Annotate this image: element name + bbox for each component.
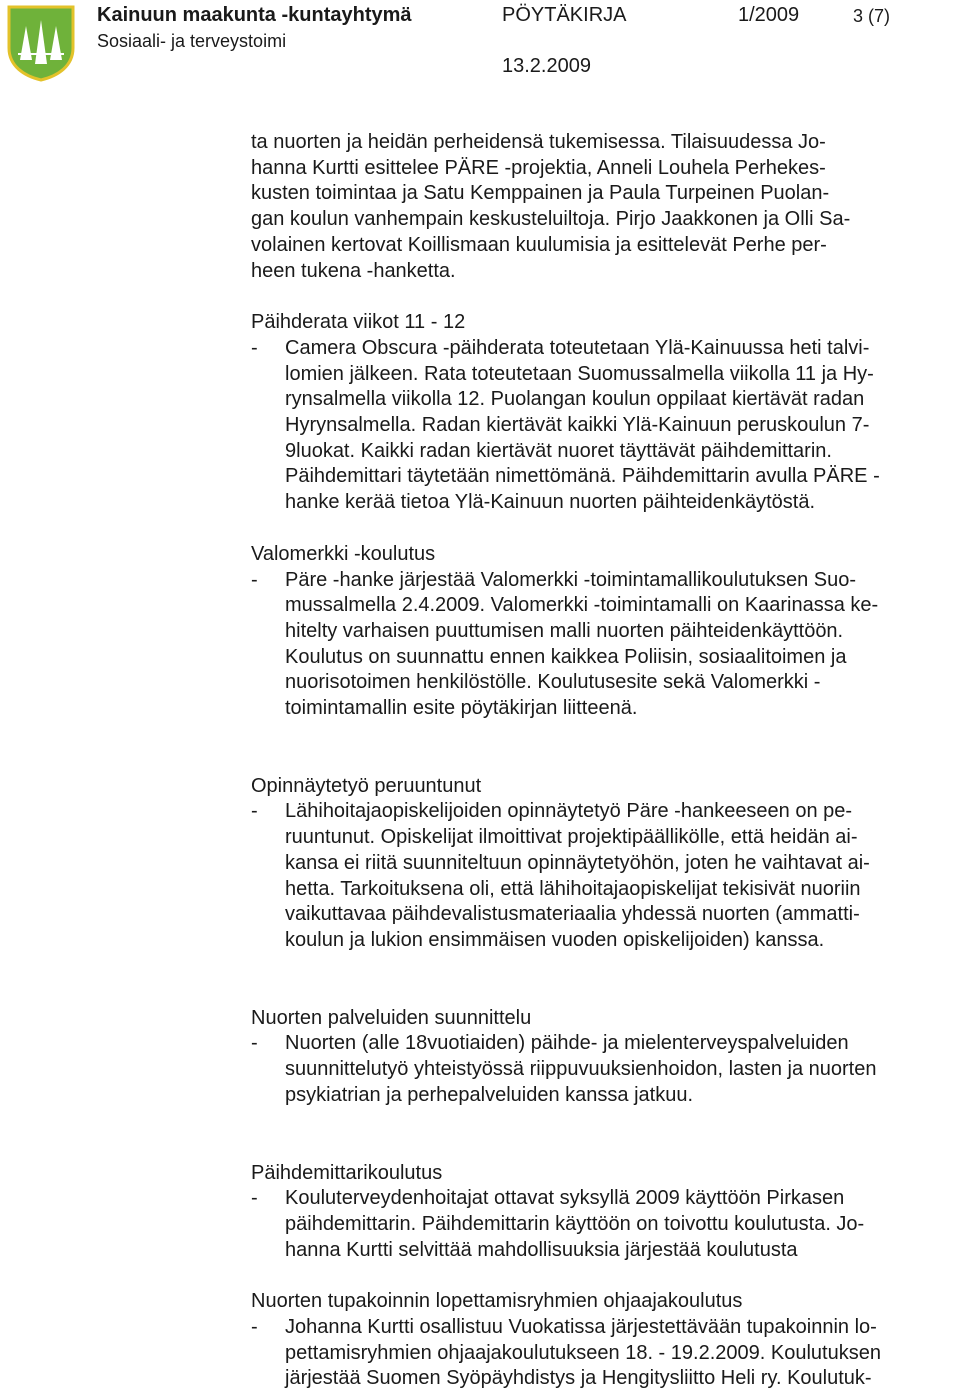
document-header <box>0 0 960 90</box>
text-line: suunnittelutyö yhteistyössä riippuvuuksienhoidon, lasten ja nuorten <box>285 1058 877 1081</box>
section-heading: Päihderata viikot 11 - 12 <box>251 311 466 334</box>
text-line: Camera Obscura -päihderata toteutetaan Ylä-Kainuussa heti talvi- <box>285 336 870 359</box>
text-line: hitelty varhaisen puuttumisen malli nuorten päihteidenkäyttöön. <box>285 619 844 642</box>
list-item <box>251 1315 957 1392</box>
text-line: hetta. Tarkoituksena oli, että lähihoitajaopiskelijat tekisivät nuoriin <box>285 877 861 900</box>
text-line: kusten toimintaa ja Satu Kemppainen ja Paula Turpeinen Puolan- <box>251 182 830 205</box>
text-line: järjestää Suomen Syöpäyhdistys ja Hengitysliitto Heli ry. Koulutuk- <box>285 1367 872 1390</box>
text-line: ruuntunut. Opiskelijat ilmoittivat projektipäällikölle, että heidän ai- <box>285 826 858 849</box>
page-number: 3 (7) <box>853 6 891 26</box>
text-line: toimintamallin esite pöytäkirjan liitteenä. <box>285 697 638 720</box>
section-valomerkki <box>251 542 957 722</box>
section-heading: Nuorten palveluiden suunnittelu <box>251 1006 532 1029</box>
text-line: hanna Kurtti selvittää mahdollisuuksia järjestää koulutusta <box>285 1238 798 1261</box>
list-item <box>251 568 957 722</box>
section-nuorten-palvelut <box>251 1006 957 1109</box>
text-line: nuorisotoimen henkilöstölle. Koulutusesite sekä Valomerkki - <box>285 671 821 694</box>
text-line: heen tukena -hanketta. <box>251 259 456 282</box>
text-line: pettamisryhmien ohjaajakoulutukseen 18. - 19.2.2009. Koulutuksen <box>285 1341 881 1364</box>
text-line: Päihdemittari täytetään nimettömänä. Päihdemittarin avulla PÄRE - <box>285 465 880 488</box>
text-line: rynsalmella viikolla 12. Puolangan koulun oppilaat kiertävät radan <box>285 388 865 411</box>
bullet-dash: - <box>251 800 258 823</box>
section-heading: Nuorten tupakoinnin lopettamisryhmien ohjaajakoulutus <box>251 1290 743 1313</box>
document-type: PÖYTÄKIRJA <box>502 4 627 26</box>
text-line: ta nuorten ja heidän perheidensä tukemisessa. Tilaisuudessa Jo- <box>251 131 826 153</box>
text-line: Kouluterveydenhoitajat ottavat syksyllä 2009 käyttöön Pirkasen <box>285 1187 845 1210</box>
text-line: Hyrynsalmella. Radan kiertävät kaikki Ylä-Kainuun peruskoulun 7- <box>285 414 870 437</box>
bullet-dash: - <box>251 1187 258 1210</box>
list-item <box>251 336 957 516</box>
section-tupakointi <box>251 1289 957 1392</box>
organization-name: Kainuun maakunta -kuntayhtymä <box>97 4 412 26</box>
document-date: 13.2.2009 <box>502 55 591 77</box>
text-line: hanna Kurtti esittelee PÄRE -projektia, Anneli Louhela Perhekes- <box>251 156 826 179</box>
text-line: lomien jälkeen. Rata toteutetaan Suomussalmella viikolla 11 ja Hy- <box>285 362 874 385</box>
organization-unit: Sosiaali- ja terveystoimi <box>97 31 287 51</box>
text-line: Koulutus on suunnattu ennen kaikkea Poliisin, sosiaalitoimen ja <box>285 645 847 668</box>
document-body <box>251 130 957 1392</box>
text-line: vaikuttavaa päihdevalistusmateriaalia yhdessä nuorten (ammatti- <box>285 903 860 926</box>
section-paihdemittari <box>251 1161 957 1264</box>
bullet-dash: - <box>251 1316 258 1339</box>
text-line: psykiatrian ja perhepalveluiden kanssa jatkuu. <box>285 1083 694 1106</box>
intro-paragraph <box>251 130 957 284</box>
bullet-dash: - <box>251 1032 258 1055</box>
list-item <box>251 1031 957 1108</box>
text-line: mussalmella 2.4.2009. Valomerkki -toimintamalli on Kaarinassa ke- <box>285 594 879 617</box>
section-heading: Opinnäytetyö peruuntunut <box>251 774 482 797</box>
section-heading: Päihdemittarikoulutus <box>251 1161 443 1184</box>
section-paihderata <box>251 310 957 516</box>
text-line: Nuorten (alle 18vuotiaiden) päihde- ja mielenterveyspalveluiden <box>285 1032 849 1055</box>
text-line: volainen kertovat Koillismaan kuulumisia ja esittelevät Perhe per- <box>251 233 827 256</box>
text-line: Päre -hanke järjestää Valomerkki -toimintamallikoulutuksen Suo- <box>285 568 856 591</box>
list-item <box>251 1186 957 1263</box>
text-line: hanke kerää tietoa Ylä-Kainuun nuorten päihteidenkäytöstä. <box>285 491 816 514</box>
text-line: 9luokat. Kaikki radan kiertävät nuoret täyttävät päihdemittarin. <box>285 439 832 462</box>
text-line: gan koulun vanhempain keskusteluiltoja. Pirjo Jaakkonen ja Olli Sa- <box>251 208 851 231</box>
bullet-dash: - <box>251 336 258 359</box>
text-line: kansa ei riitä suunniteltuun opinnäytetyöhön, joten he vaihtavat ai- <box>285 851 870 874</box>
text-line: päihdemittarin. Päihdemittarin käyttöön on toivottu koulutusta. Jo- <box>285 1212 865 1235</box>
bullet-dash: - <box>251 568 258 591</box>
coat-of-arms-icon <box>6 4 76 82</box>
section-opinnaytetyo <box>251 774 957 954</box>
section-heading: Valomerkki -koulutus <box>251 542 436 565</box>
text-line: Lähihoitajaopiskelijoiden opinnäytetyö Päre -hankeeseen on pe- <box>285 800 853 823</box>
list-item <box>251 799 957 953</box>
text-line: Johanna Kurtti osallistuu Vuokatissa järjestettävään tupakoinnin lo- <box>285 1316 877 1339</box>
text-line: koulun ja lukion ensimmäisen vuoden opiskelijoiden) kanssa. <box>285 928 825 951</box>
document-number: 1/2009 <box>738 4 800 26</box>
